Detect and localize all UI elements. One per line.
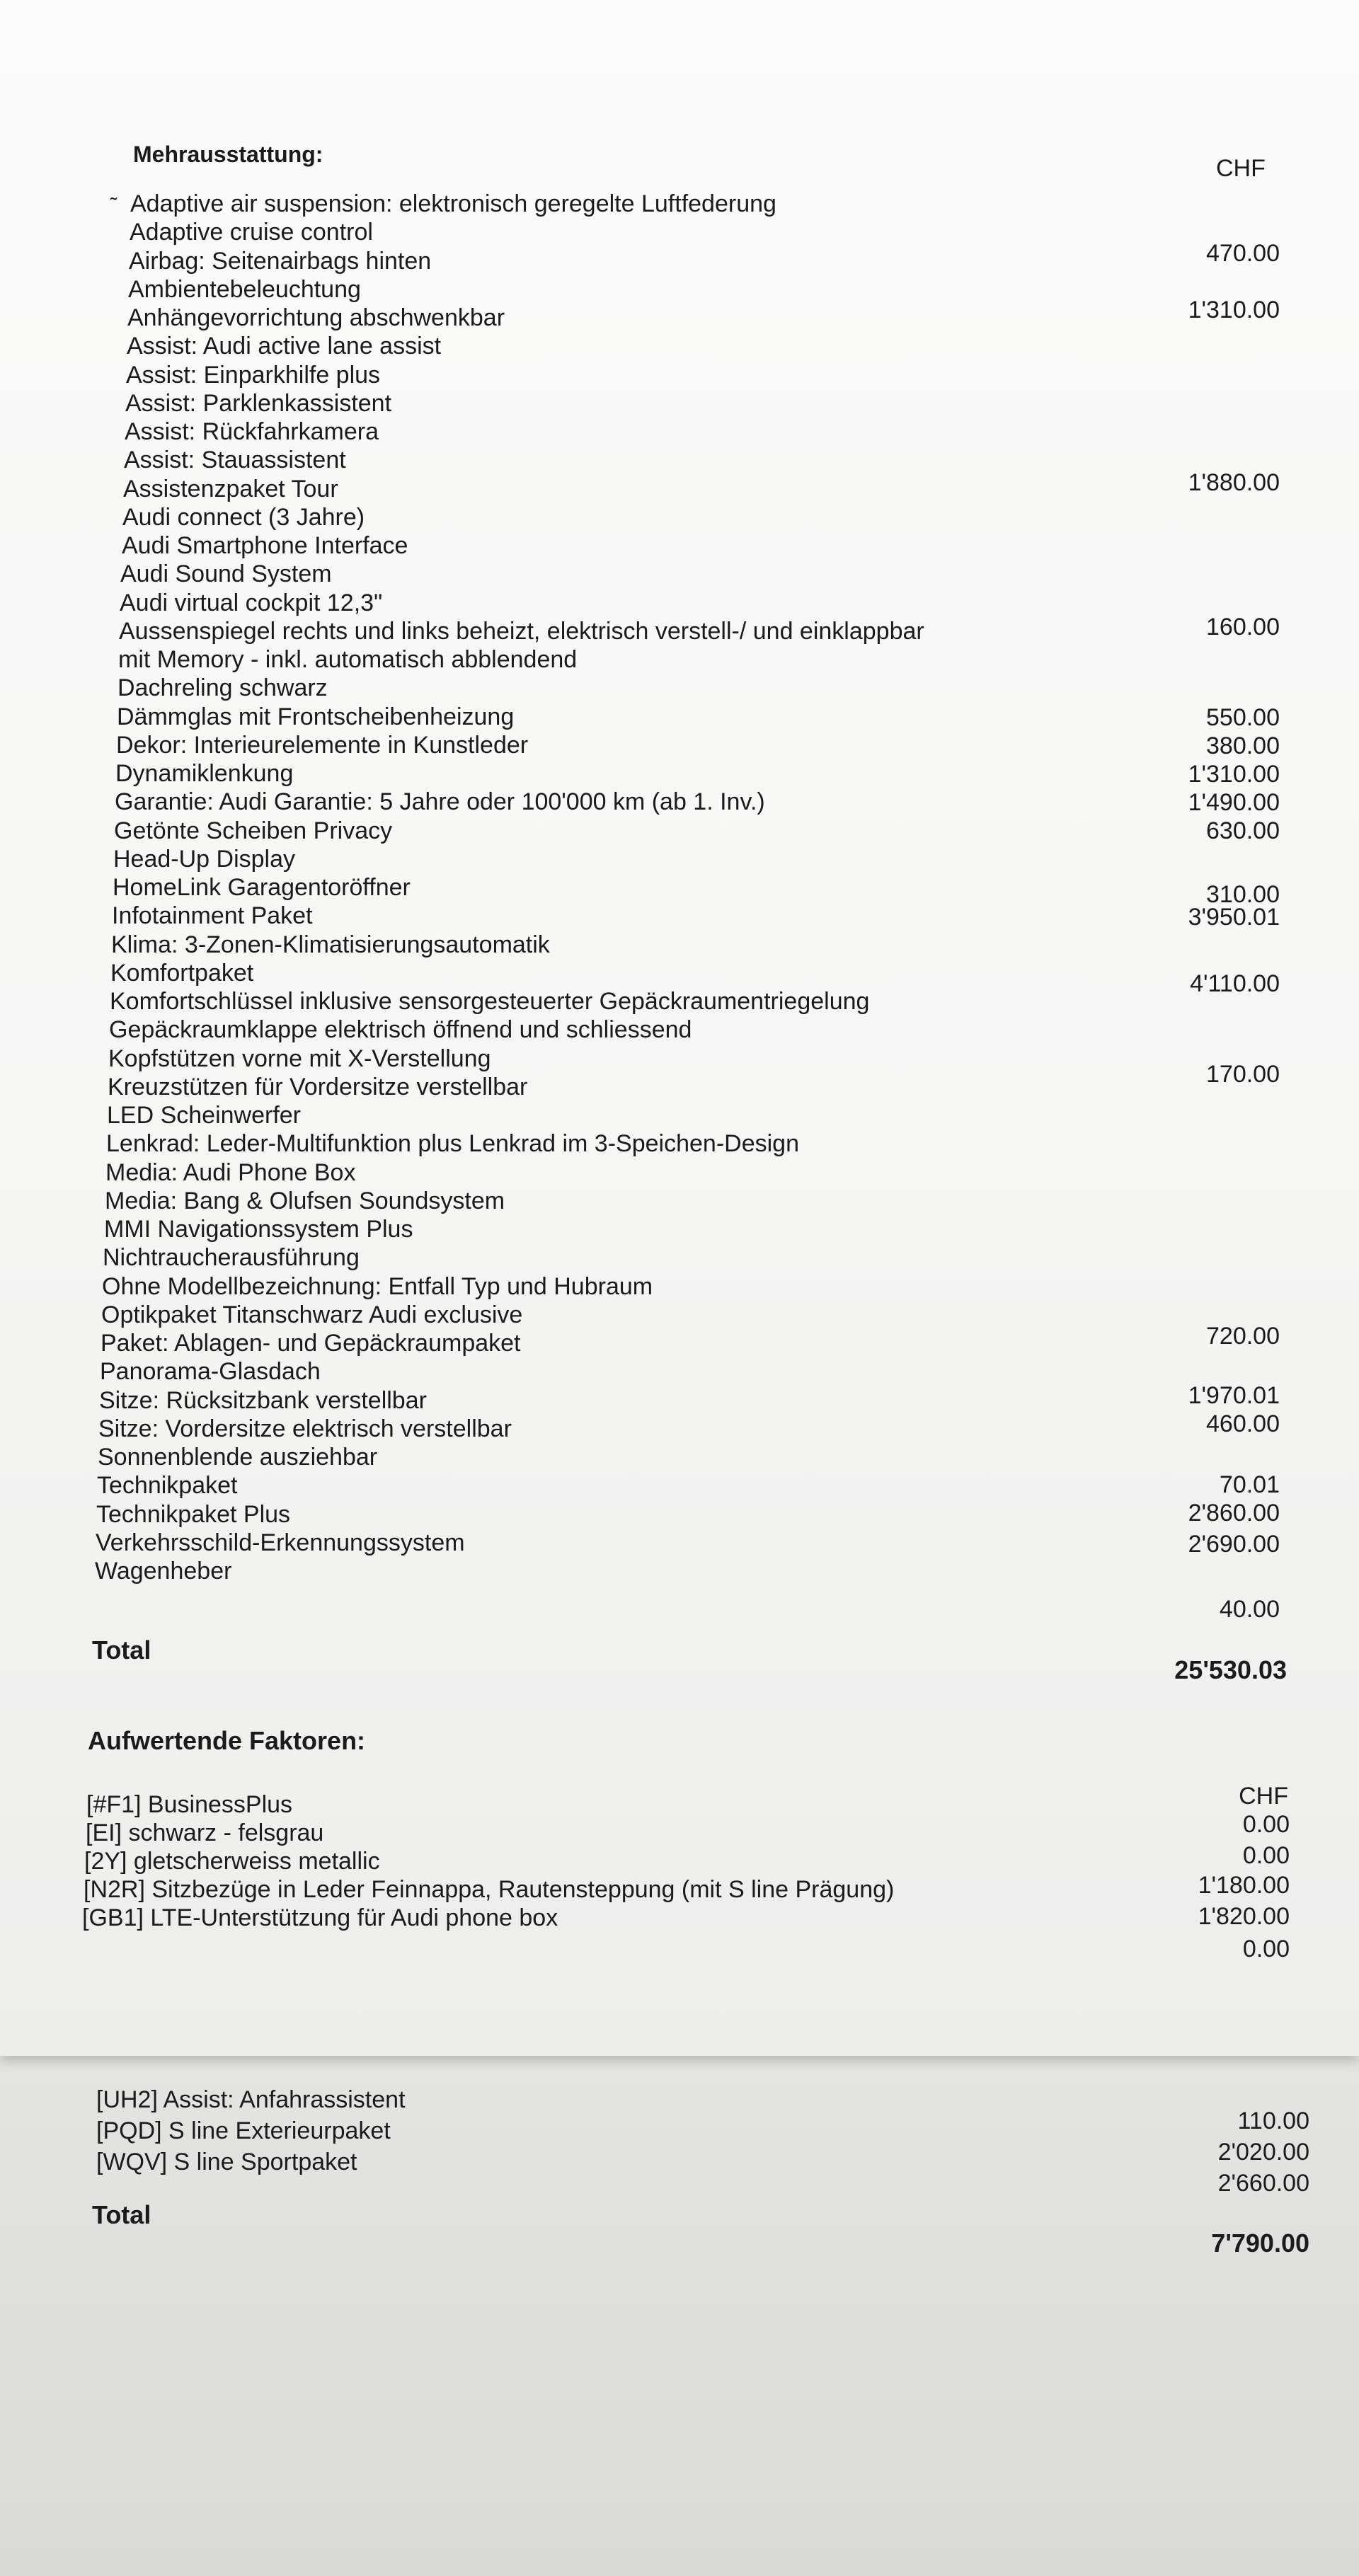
- factor-price: 0.00: [1242, 1811, 1290, 1838]
- section-heading-mehrausstattung: Mehrausstattung:: [133, 142, 323, 167]
- total-value-2: 7'790.00: [1211, 2229, 1309, 2258]
- total-label: Total: [92, 1635, 151, 1664]
- total-value: 25'530.03: [1174, 1655, 1287, 1684]
- option-price: 460.00: [1206, 1410, 1280, 1437]
- factor-price: 0.00: [1242, 1842, 1290, 1869]
- option-item: mit Memory - inkl. automatisch abblendend: [118, 646, 578, 673]
- option-price: 470.00: [1206, 240, 1280, 267]
- option-item: Wagenheber: [95, 1558, 232, 1585]
- option-item: Kopfstützen vorne mit X-Verstellung: [108, 1045, 491, 1072]
- option-item: Assist: Audi active lane assist: [127, 333, 442, 360]
- option-item: Ohne Modellbezeichnung: Entfall Typ und Hubraum: [102, 1273, 653, 1300]
- option-item: Dachreling schwarz: [117, 674, 328, 701]
- section-heading-aufwertende-faktoren: Aufwertende Faktoren:: [88, 1726, 366, 1755]
- factor-price: 1'180.00: [1198, 1872, 1290, 1899]
- option-item: Assistenzpaket Tour: [123, 476, 338, 502]
- option-price: 1'880.00: [1188, 469, 1280, 496]
- option-item: Airbag: Seitenairbags hinten: [129, 248, 432, 275]
- option-item: Adaptive air suspension: elektronisch geregelte Luftfederung: [130, 190, 776, 217]
- option-item: Audi virtual cockpit 12,3": [120, 590, 383, 616]
- option-item: Audi Smartphone Interface: [122, 532, 408, 559]
- factor-item: [EI] schwarz - felsgrau: [86, 1819, 324, 1846]
- option-item: Anhängevorrichtung abschwenkbar: [127, 304, 505, 331]
- option-item: Audi connect (3 Jahre): [122, 504, 365, 531]
- option-item: Assist: Parklenkassistent: [125, 390, 392, 417]
- option-item: Dynamiklenkung: [115, 760, 294, 787]
- option-item: Lenkrad: Leder-Multifunktion plus Lenkrad im 3-Speichen-Design: [106, 1130, 799, 1157]
- option-item: HomeLink Garagentoröffner: [113, 874, 411, 901]
- option-item: Aussenspiegel rechts und links beheizt, elektrisch verstell-/ und einklappbar: [119, 618, 924, 645]
- option-item: Ambientebeleuchtung: [128, 276, 361, 303]
- extra-item: [PQD] S line Exterieurpaket: [96, 2117, 391, 2144]
- option-item: Media: Audi Phone Box: [105, 1159, 356, 1186]
- option-item: Sitze: Vordersitze elektrisch verstellbar: [98, 1415, 512, 1442]
- option-price: 160.00: [1206, 614, 1280, 640]
- option-item: Assist: Einparkhilfe plus: [126, 362, 381, 389]
- option-item: Head-Up Display: [113, 846, 295, 873]
- option-price: 1'310.00: [1188, 297, 1280, 323]
- option-item: Nichtraucherausführung: [103, 1244, 360, 1271]
- option-item: Komfortschlüssel inklusive sensorgesteuerter Gepäckraumentriegelung: [110, 988, 870, 1015]
- option-item: Gepäckraumklappe elektrisch öffnend und schliessend: [109, 1016, 692, 1043]
- option-item: Optikpaket Titanschwarz Audi exclusive: [101, 1301, 523, 1328]
- option-item: Verkehrsschild-Erkennungssystem: [96, 1529, 465, 1556]
- option-price: 630.00: [1206, 817, 1280, 844]
- factor-item: [2Y] gletscherweiss metallic: [84, 1848, 380, 1875]
- option-item: MMI Navigationssystem Plus: [104, 1216, 413, 1243]
- option-price: 2'860.00: [1188, 1500, 1280, 1526]
- option-item: Audi Sound System: [120, 560, 332, 587]
- option-price: 720.00: [1206, 1323, 1280, 1350]
- option-item: Kreuzstützen für Vordersitze verstellbar: [108, 1074, 528, 1100]
- option-price: 1'310.00: [1188, 761, 1280, 788]
- option-item: Infotainment Paket: [112, 902, 313, 929]
- factor-item: [GB1] LTE-Unterstützung für Audi phone box: [82, 1904, 558, 1931]
- extra-price: 110.00: [1237, 2108, 1309, 2134]
- option-item: Garantie: Audi Garantie: 5 Jahre oder 100'000 km (ab 1. Inv.): [115, 788, 765, 815]
- factor-price: 1'820.00: [1198, 1903, 1290, 1930]
- extra-price: 2'660.00: [1217, 2170, 1309, 2197]
- total-label-2: Total: [92, 2200, 151, 2229]
- option-item: Paket: Ablagen- und Gepäckraumpaket: [101, 1330, 521, 1357]
- extra-price: 2'020.00: [1217, 2139, 1309, 2166]
- option-item: Dekor: Interieurelemente in Kunstleder: [116, 732, 529, 759]
- currency-header-2: CHF: [1239, 1783, 1288, 1810]
- option-item: Sonnenblende ausziehbar: [98, 1444, 378, 1471]
- option-price: 1'490.00: [1188, 789, 1280, 816]
- option-item: Adaptive cruise control: [130, 219, 373, 246]
- option-price: 70.01: [1219, 1471, 1280, 1498]
- option-price: 310.00: [1206, 881, 1280, 908]
- currency-header: CHF: [1216, 155, 1266, 182]
- factor-item: [#F1] BusinessPlus: [86, 1791, 293, 1818]
- invoice-page-2: [0, 2056, 1359, 2576]
- option-price: 1'970.01: [1188, 1382, 1280, 1409]
- factor-item: [N2R] Sitzbezüge in Leder Feinnappa, Rautensteppung (mit S line Prägung): [84, 1876, 895, 1903]
- option-price: 550.00: [1206, 704, 1280, 731]
- option-price: 4'110.00: [1190, 970, 1280, 997]
- option-price: 380.00: [1206, 732, 1280, 759]
- factor-price: 0.00: [1242, 1936, 1290, 1962]
- option-item: Media: Bang & Olufsen Soundsystem: [105, 1188, 505, 1214]
- option-item: Technikpaket: [97, 1472, 238, 1499]
- option-price: 40.00: [1219, 1596, 1280, 1623]
- extra-item: [UH2] Assist: Anfahrassistent: [96, 2086, 406, 2113]
- option-item: Technikpaket Plus: [96, 1501, 291, 1528]
- option-item: Assist: Stauassistent: [124, 447, 346, 473]
- option-item: Getönte Scheiben Privacy: [114, 817, 393, 844]
- option-price: 3'950.01: [1188, 904, 1280, 931]
- option-item: Klima: 3-Zonen-Klimatisierungsautomatik: [111, 931, 550, 958]
- option-item: Dämmglas mit Frontscheibenheizung: [117, 703, 515, 730]
- option-price: 170.00: [1206, 1061, 1280, 1088]
- option-item: LED Scheinwerfer: [107, 1102, 302, 1129]
- option-item: Sitze: Rücksitzbank verstellbar: [99, 1387, 427, 1414]
- bullet-mark: ˜: [110, 194, 117, 216]
- option-item: Assist: Rückfahrkamera: [125, 418, 379, 445]
- extra-item: [WQV] S line Sportpaket: [96, 2149, 357, 2175]
- option-item: Komfortpaket: [110, 960, 254, 987]
- option-item: Panorama-Glasdach: [100, 1358, 321, 1385]
- option-price: 2'690.00: [1188, 1531, 1280, 1558]
